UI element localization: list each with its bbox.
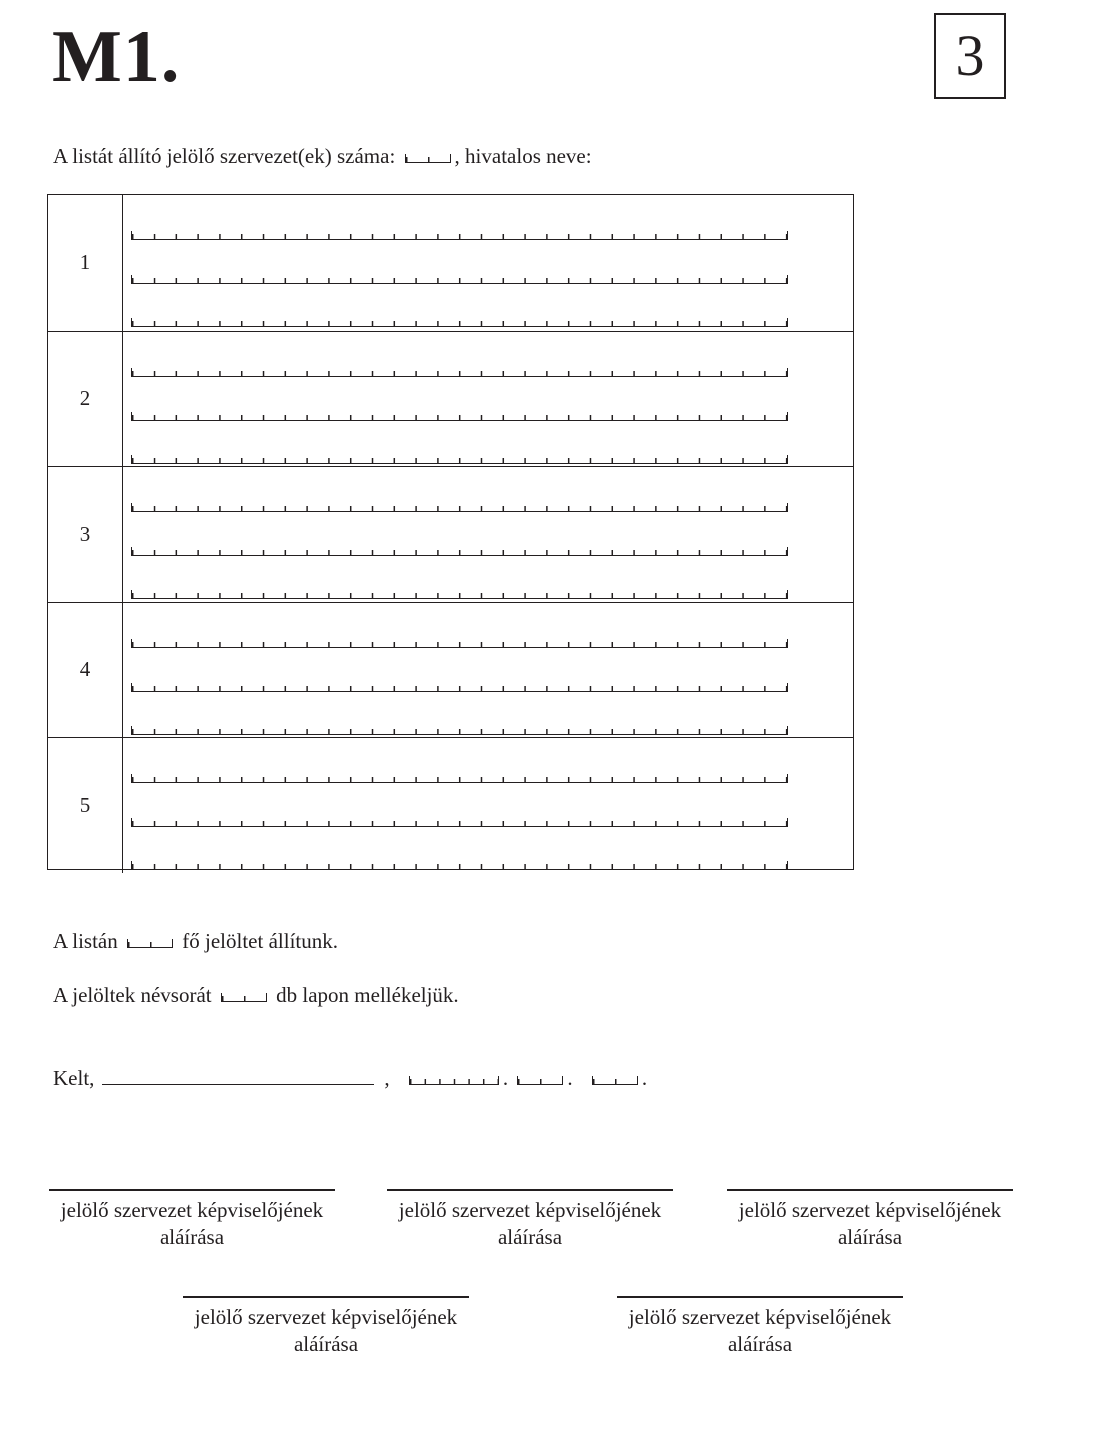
signature-caption: jelölő szervezet képviselőjének bbox=[60, 1198, 324, 1222]
org-name-field[interactable] bbox=[131, 639, 788, 648]
org-name-field[interactable] bbox=[131, 503, 788, 512]
org-row bbox=[48, 602, 853, 738]
candidate-count-label: A listán bbox=[53, 929, 118, 953]
signature-caption: jelölő szervezet képviselőjének bbox=[398, 1198, 662, 1222]
org-row bbox=[48, 331, 853, 467]
signature-block bbox=[720, 1189, 1020, 1251]
signature-caption: aláírása bbox=[837, 1225, 903, 1249]
signature-line[interactable] bbox=[183, 1296, 469, 1298]
org-name-field[interactable] bbox=[131, 818, 788, 827]
org-count-label: A listát állító jelölő szervezet(ek) száma: bbox=[53, 144, 396, 168]
signature-line[interactable] bbox=[49, 1189, 335, 1191]
date-comma: , bbox=[384, 1066, 390, 1090]
signature-caption: aláírása bbox=[497, 1225, 563, 1249]
signature-line[interactable] bbox=[727, 1189, 1013, 1191]
org-name-field[interactable] bbox=[131, 455, 788, 464]
place-label: Kelt, bbox=[53, 1066, 95, 1090]
day-field[interactable] bbox=[592, 1076, 638, 1085]
organizations-table bbox=[47, 194, 854, 870]
signature-caption: jelölő szervezet képviselőjének bbox=[194, 1305, 458, 1329]
month-field[interactable] bbox=[517, 1076, 563, 1085]
candidate-count-suffix: fő jelöltet állítunk. bbox=[182, 929, 338, 953]
org-index: 2 bbox=[48, 332, 123, 467]
page-count-field[interactable] bbox=[221, 993, 267, 1002]
official-name-label: , hivatalos neve: bbox=[454, 144, 592, 168]
org-name-field[interactable] bbox=[131, 547, 788, 556]
place-field[interactable] bbox=[102, 1066, 374, 1085]
date-dot: . bbox=[502, 1066, 509, 1090]
date-dot: . bbox=[567, 1066, 573, 1090]
signature-caption: aláírása bbox=[159, 1225, 225, 1249]
signature-block bbox=[380, 1189, 680, 1251]
signature-line[interactable] bbox=[617, 1296, 903, 1298]
signature-caption: aláírása bbox=[727, 1332, 793, 1356]
org-row bbox=[48, 466, 853, 602]
signature-block bbox=[176, 1296, 476, 1358]
signature-caption: jelölő szervezet képviselőjének bbox=[628, 1305, 892, 1329]
candidate-count-field[interactable] bbox=[127, 939, 173, 948]
year-field[interactable] bbox=[409, 1076, 499, 1085]
org-name-field[interactable] bbox=[131, 318, 788, 327]
signature-line[interactable] bbox=[387, 1189, 673, 1191]
org-index: 4 bbox=[48, 603, 123, 738]
org-name-field[interactable] bbox=[131, 683, 788, 692]
signature-block bbox=[42, 1189, 342, 1251]
org-index: 3 bbox=[48, 467, 123, 602]
candidate-count-line bbox=[53, 931, 338, 952]
org-index: 5 bbox=[48, 738, 123, 873]
org-index: 1 bbox=[48, 195, 123, 331]
org-row bbox=[48, 195, 853, 331]
org-name-field[interactable] bbox=[131, 412, 788, 421]
date-dot: . bbox=[641, 1066, 648, 1090]
org-name-field[interactable] bbox=[131, 861, 788, 870]
org-name-field[interactable] bbox=[131, 275, 788, 284]
attachment-label: A jelöltek névsorát bbox=[53, 983, 212, 1007]
org-name-field[interactable] bbox=[131, 774, 788, 783]
date-line bbox=[53, 1066, 647, 1089]
org-row bbox=[48, 737, 853, 873]
org-name-field[interactable] bbox=[131, 590, 788, 599]
org-name-field[interactable] bbox=[131, 726, 788, 735]
org-count-field[interactable] bbox=[405, 154, 451, 163]
attachment-suffix: db lapon mellékeljük. bbox=[276, 983, 459, 1007]
form-code: M1. bbox=[52, 16, 181, 98]
signature-caption: jelölő szervezet képviselőjének bbox=[738, 1198, 1002, 1222]
signature-block bbox=[610, 1296, 910, 1358]
org-count-line bbox=[53, 146, 592, 167]
org-name-field[interactable] bbox=[131, 231, 788, 240]
page-number-box bbox=[934, 13, 1006, 99]
page-number: 3 bbox=[955, 23, 985, 88]
attachment-line bbox=[53, 985, 459, 1006]
signature-caption: aláírása bbox=[293, 1332, 359, 1356]
org-name-field[interactable] bbox=[131, 368, 788, 377]
